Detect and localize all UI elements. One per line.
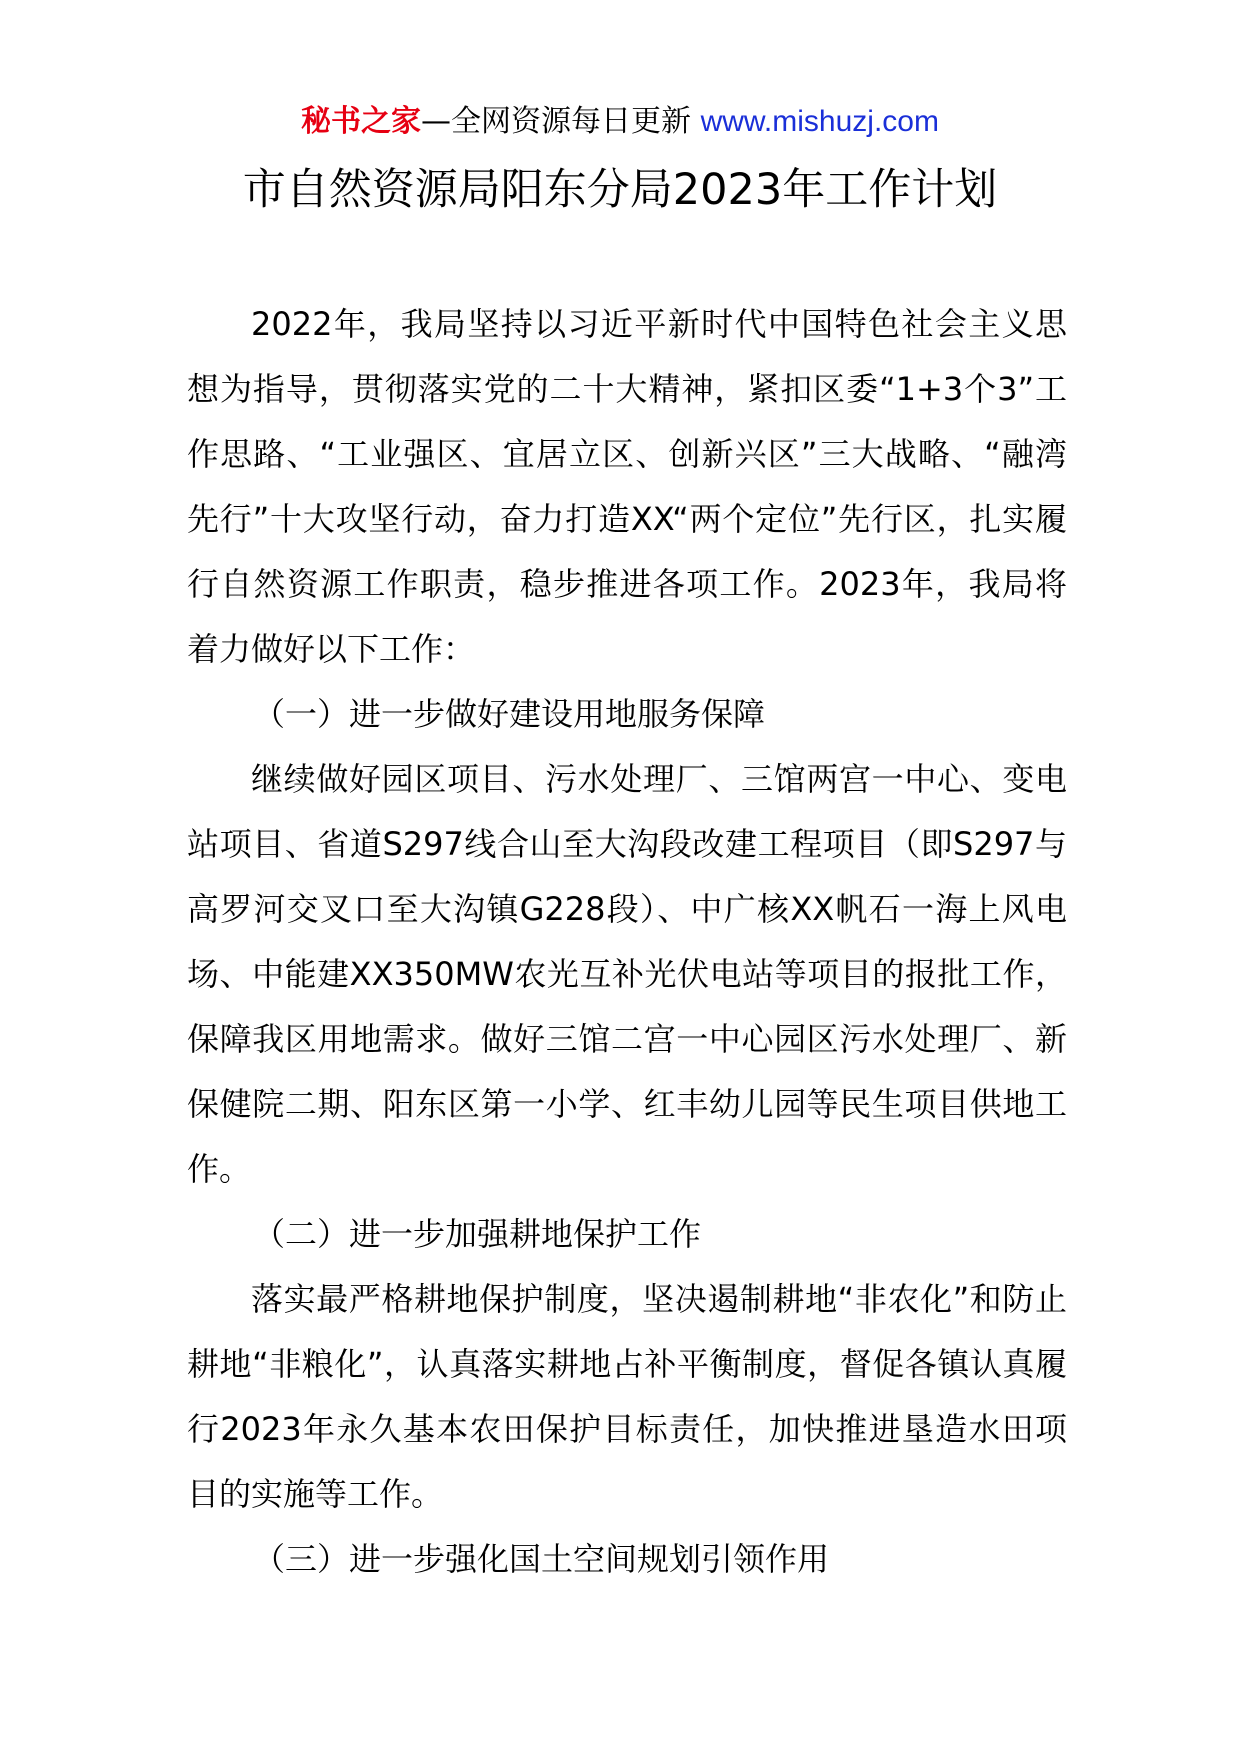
document-title: 市自然资源局阳东分局2023年工作计划 bbox=[242, 165, 998, 215]
watermark-brand: 秘书之家 bbox=[301, 104, 422, 139]
section-paragraph-1: 继续做好园区项目、污水处理厂、三馆两宫一中心、变电站项目、省道S297线合山至大沟段改建工程项目（即S297与高罗河交叉口至大沟镇G228段）、中广核XX帆石一海上风电场、中能建XX350MW农光互补光伏电站等项目的报批工作，保障我区用地需求。做好三馆二宫一中心园区污水处理厂、新保健院二期、阳东区第一小学、红丰幼儿园等民生项目供地工作。 bbox=[187, 760, 1067, 1188]
site-watermark bbox=[0, 102, 1240, 142]
intro-paragraph: 2022年，我局坚持以习近平新时代中国特色社会主义思想为指导，贯彻落实党的二十大精神，紧扣区委“1+3个3”工作思路、“工业强区、宜居立区、创新兴区”三大战略、“融湾先行”十大攻坚行动，奋力打造XX“两个定位”先行区，扎实履行自然资源工作职责，稳步推进各项工作。2023年，我局将着力做好以下工作： bbox=[187, 305, 1067, 668]
document-body bbox=[187, 292, 1067, 1592]
section-heading-1: （一）进一步做好建设用地服务保障 bbox=[253, 695, 766, 733]
section-paragraph-2: 落实最严格耕地保护制度，坚决遏制耕地“非农化”和防止耕地“非粮化”，认真落实耕地占补平衡制度，督促各镇认真履行2023年永久基本农田保护目标责任，加快推进垦造水田项目的实施等工作。 bbox=[187, 1280, 1067, 1513]
watermark-url[interactable]: www.mishuzj.com bbox=[700, 105, 939, 138]
section-heading-3: （三）进一步强化国土空间规划引领作用 bbox=[253, 1540, 830, 1578]
watermark-slogan: —全网资源每日更新 bbox=[421, 104, 692, 139]
section-heading-2: （二）进一步加强耕地保护工作 bbox=[253, 1215, 702, 1253]
